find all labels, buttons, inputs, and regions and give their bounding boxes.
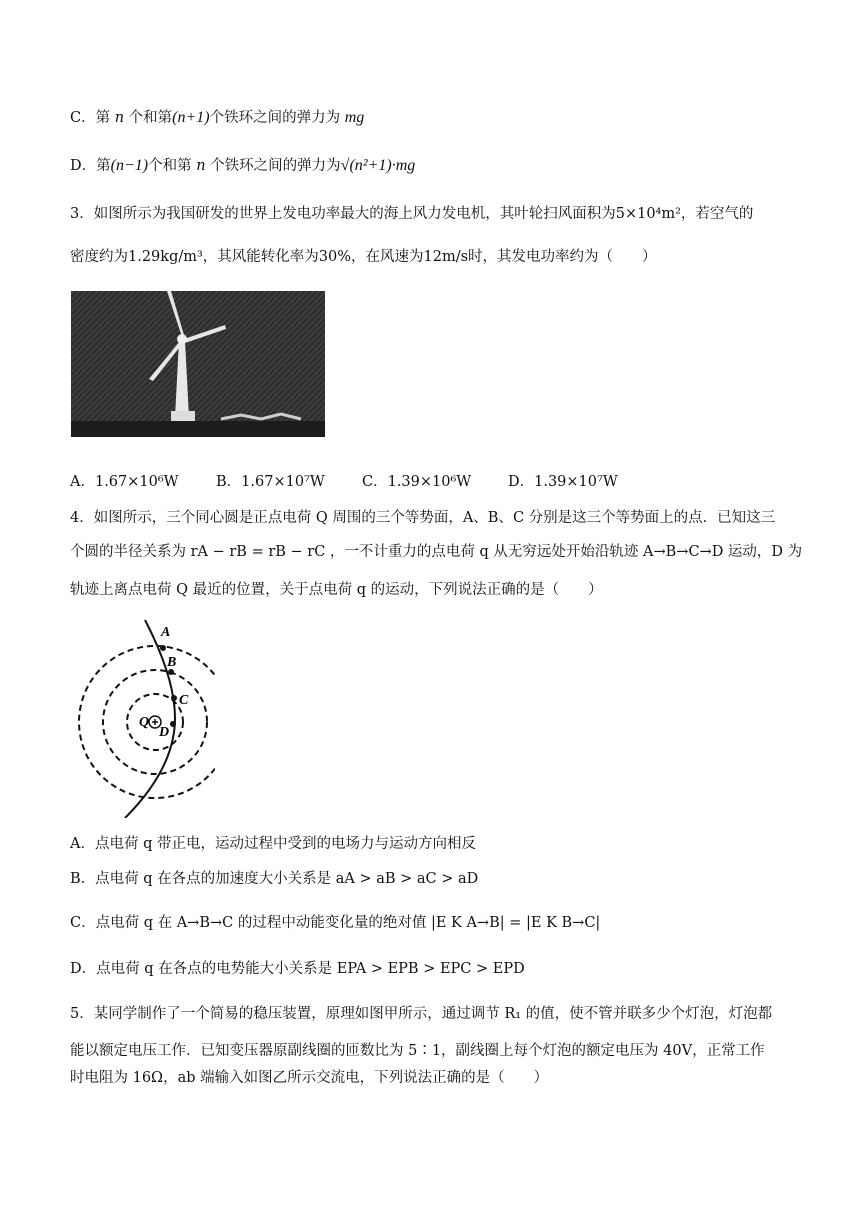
label-b: B: [167, 655, 177, 670]
q5-stem-line2: 能以额定电压工作．已知变压器原副线圈的匝数比为 5∶1，副线圈上每个灯泡的额定电压为 40V，正常工作: [70, 1043, 765, 1059]
equipotential-diagram: [75, 618, 215, 818]
q4-option-a: A．点电荷 q 带正电，运动过程中受到的电场力与运动方向相反: [70, 836, 476, 852]
q3-option-b: B．1.67×10⁷W: [216, 474, 325, 490]
q4-stem-line3: 轨迹上离点电荷 Q 最近的位置，关于点电荷 q 的运动，下列说法正确的是（ ）: [70, 582, 603, 598]
label-a: A: [161, 625, 171, 640]
q4-stem-line2: 个圆的半径关系为 rA − rB = rB − rC ，一不计重力的点电荷 q 从无穷远处开始沿轨迹 A→B→C→D 运动，D 为: [70, 544, 803, 560]
q2-option-c: C．第 n 个和第(n+1)个铁环之间的弹力为 mg: [70, 109, 365, 126]
q4-option-b: B．点电荷 q 在各点的加速度大小关系是 aA > aB > aC > aD: [70, 871, 479, 887]
label-c: C: [179, 693, 189, 708]
label-q: Q: [139, 715, 150, 730]
q5-stem-line3: 时电阻为 16Ω，ab 端输入如图乙所示交流电，下列说法正确的是（ ）: [70, 1070, 549, 1086]
q3-option-c: C．1.39×10⁶W: [362, 474, 472, 490]
q3-options: [70, 470, 618, 491]
q3-stem-line1: 3．如图所示为我国研发的世界上发电功率最大的海上风力发电机，其叶轮扫风面积为5×10⁴m²，若空气的: [70, 206, 754, 222]
q4-stem-line1: 4．如图所示，三个同心圆是正点电荷 Q 周围的三个等势面，A、B、C 分别是这三个等势面上的点．已知这三: [70, 510, 776, 526]
q3-stem-line2: 密度约为1.29kg/m³，其风能转化率为30%，在风速为12m/s时，其发电功率约为（ ）: [70, 249, 657, 265]
q4-option-c: C．点电荷 q 在 A→B→C 的过程中动能变化量的绝对值 |E K A→B| = |E K B→C|: [70, 915, 601, 931]
q4-option-d: D．点电荷 q 在各点的电势能大小关系是 EPA > EPB > EPC > EPD: [70, 961, 525, 977]
wind-turbine-photo: [71, 291, 325, 437]
label-d: D: [159, 725, 170, 740]
q3-option-a: A．1.67×10⁶W: [70, 474, 179, 490]
q3-option-d: D．1.39×10⁷W: [508, 474, 618, 490]
q2-option-d: D．第(n−1)个和第 n 个铁环之间的弹力为√(n²+1)·mg: [70, 157, 416, 174]
q5-stem-line1: 5．某同学制作了一个简易的稳压装置，原理如图甲所示，通过调节 R₁ 的值，使不管并联多少个灯泡，灯泡都: [70, 1006, 773, 1022]
